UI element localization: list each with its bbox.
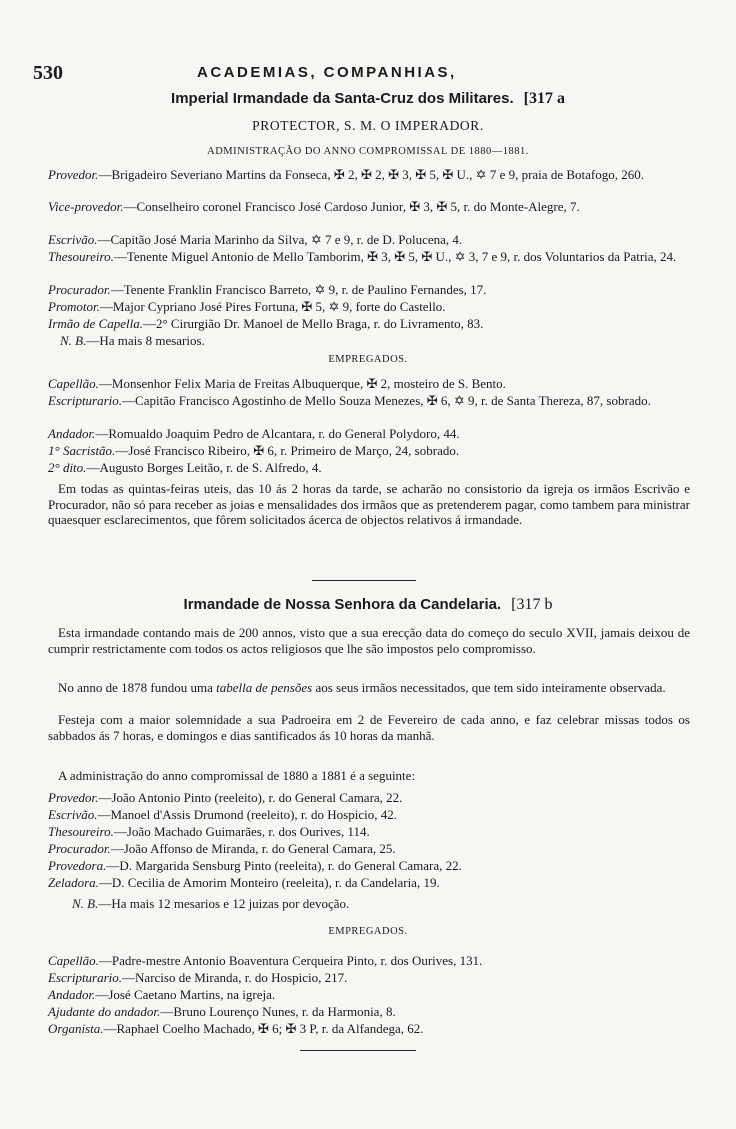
employee-entry [48, 953, 482, 969]
employee-entry [48, 460, 690, 476]
section-ref: [317 a [523, 90, 565, 107]
officer-details: —Manoel d'Assis Drumond (reeleito), r. do Hospicio, 42. [97, 807, 397, 822]
officer-details: —João Affonso de Miranda, r. do General Camara, 25. [110, 841, 396, 856]
employee-role: Andador. [48, 987, 96, 1002]
officer-details: —D. Margarida Sensburg Pinto (reeleita), r. do General Camara, 22. [106, 858, 462, 873]
officer-role: Vice-provedor. [48, 199, 124, 214]
note-label: N. B. [60, 333, 87, 348]
section-ref: [317 b [511, 596, 553, 613]
employee-role: Ajudante do andador. [48, 1004, 161, 1019]
paragraph [48, 680, 690, 696]
officer-entry [48, 824, 370, 840]
note-label: N. B. [72, 896, 99, 911]
officer-entry [48, 858, 462, 874]
employee-role: 2° dito. [48, 460, 87, 475]
officer-role: Provedor. [48, 790, 99, 805]
paragraph: Festeja com a maior solemnidade a sua Padroeira em 2 de Fevereiro de cada anno, e faz celebrar missas todos os sabbados ás 7 horas, e domingos e dias santificados ás 10 horas da manhã. [48, 712, 690, 743]
employee-details: —Monsenhor Felix Maria de Freitas Albuquerque, ✠ 2, mosteiro de S. Bento. [98, 376, 506, 391]
employee-entry [48, 393, 690, 409]
note-text: —Ha mais 12 mesarios e 12 juizas por devoção. [98, 896, 350, 911]
officer-details: —Major Cypriano José Pires Fortuna, ✠ 5, ✡ 9, forte do Castello. [99, 299, 446, 314]
officer-entry [48, 316, 690, 332]
employees-heading: EMPREGADOS. [328, 926, 408, 937]
section-divider [300, 1050, 416, 1051]
note-entry [72, 896, 349, 912]
employee-entry [48, 426, 690, 442]
paragraph: Esta irmandade contando mais de 200 annos, visto que a sua erecção data do começo do seculo XVII, jamais deixou de cumprir restrictamente com todos os actos religiosos que lhe são impostos pelo compromisso. [48, 625, 690, 656]
officer-entry [48, 299, 690, 315]
paragraph: A administração do anno compromissal de 1880 a 1881 é a seguinte: [58, 768, 416, 783]
note-entry [60, 333, 205, 349]
section-title-santa-cruz [0, 90, 736, 108]
protector-line: PROTECTOR, S. M. O IMPERADOR. [252, 118, 484, 133]
employee-details: —Romualdo Joaquim Pedro de Alcantara, r. do General Polydoro, 44. [95, 426, 460, 441]
employee-role: Escripturario. [48, 393, 123, 408]
employee-role: Capellão. [48, 376, 99, 391]
section-title-candelaria [0, 596, 736, 614]
officer-role: Thesoureiro. [48, 824, 114, 839]
officer-details: —João Machado Guimarães, r. dos Ourives, 114. [113, 824, 370, 839]
officer-role: Escrivão. [48, 807, 98, 822]
note-text: —Ha mais 8 mesarios. [86, 333, 205, 348]
officer-entry [48, 875, 440, 891]
running-title: ACADEMIAS, COMPANHIAS, [197, 64, 457, 81]
officer-role: Procurador. [48, 841, 111, 856]
paragraph-text-start: No anno de 1878 fundou uma [58, 680, 217, 695]
employee-entry [48, 970, 347, 986]
officer-entry [48, 232, 690, 248]
officer-role: Irmão de Capella. [48, 316, 143, 331]
employee-details: —José Caetano Martins, na igreja. [95, 987, 276, 1002]
officer-entry [48, 807, 397, 823]
closing-paragraph: Em todas as quintas-feiras uteis, das 10 ás 2 horas da tarde, se acharão no consistorio da igreja os irmãos Escrivão e Procurador, não só para receber as joias e mensalidades dos irmãos que as pretenderem pagar, como tambem para ministrar quaesquer esclarecimentos, que fôrem solicitados ácerca de objectos relativos á irmandade. [48, 481, 690, 527]
employee-details: —Capitão Francisco Agostinho de Mello Souza Menezes, ✠ 6, ✡ 9, r. de Santa Thereza, 87, sobrado. [122, 393, 651, 408]
officer-details: —Capitão José Maria Marinho da Silva, ✡ 7 e 9, r. de D. Polucena, 4. [97, 232, 463, 247]
officer-details: —Tenente Franklin Francisco Barreto, ✡ 9, r. de Paulino Fernandes, 17. [110, 282, 487, 297]
employee-details: —Padre-mestre Antonio Boaventura Cerqueira Pinto, r. dos Ourives, 131. [98, 953, 483, 968]
officer-entry [48, 199, 690, 215]
paragraph-text-end: aos seus irmãos necessitados, que tem sido inteiramente observada. [312, 680, 666, 695]
employee-entry [48, 376, 690, 392]
employee-details: —Narciso de Miranda, r. do Hospicio, 217. [122, 970, 348, 985]
employee-entry [48, 443, 690, 459]
officer-entry [48, 841, 396, 857]
page-number: 530 [33, 62, 63, 84]
officer-role: Provedor. [48, 167, 99, 182]
officer-role: Promotor. [48, 299, 100, 314]
employee-role: Andador. [48, 426, 96, 441]
employee-role: 1° Sacristão. [48, 443, 116, 458]
officer-role: Zeladora. [48, 875, 99, 890]
officer-entry [48, 790, 402, 806]
officer-details: —Tenente Miguel Antonio de Mello Tamborim, ✠ 3, ✠ 5, ✠ U., ✡ 3, 7 e 9, r. dos Voluntarios da Patria, 24. [113, 249, 677, 264]
officer-details: —D. Cecilia de Amorim Monteiro (reeleita), r. da Candelaria, 19. [98, 875, 440, 890]
officer-entry [48, 167, 690, 183]
employee-details: —Raphael Coelho Machado, ✠ 6; ✠ 3 P, r. da Alfandega, 62. [103, 1021, 424, 1036]
employee-role: Escripturario. [48, 970, 123, 985]
officer-entry [48, 282, 690, 298]
employee-entry [48, 1021, 424, 1037]
officer-role: Thesoureiro. [48, 249, 114, 264]
employee-details: —Bruno Lourenço Nunes, r. da Harmonia, 8. [160, 1004, 396, 1019]
employee-entry [48, 1004, 396, 1020]
employee-role: Organista. [48, 1021, 104, 1036]
employee-details: —José Francisco Ribeiro, ✠ 6, r. Primeiro de Março, 24, sobrado. [115, 443, 460, 458]
section-divider [312, 580, 416, 581]
officer-entry [48, 249, 690, 265]
officer-details: —Brigadeiro Severiano Martins da Fonseca, ✠ 2, ✠ 2, ✠ 3, ✠ 5, ✠ U., ✡ 7 e 9, praia de Botafogo, 260. [98, 167, 644, 182]
employee-entry [48, 987, 275, 1003]
officer-role: Escrivão. [48, 232, 98, 247]
officer-details: —2° Cirurgião Dr. Manoel de Mello Braga, r. do Livramento, 83. [142, 316, 484, 331]
italic-phrase: tabella de pensões [216, 680, 313, 695]
officer-role: Provedora. [48, 858, 107, 873]
administration-heading: ADMINISTRAÇÃO DO ANNO COMPROMISSAL DE 1880—1881. [207, 146, 529, 157]
section-title-text: Irmandade de Nossa Senhora da Candelaria. [183, 596, 502, 613]
employees-heading: EMPREGADOS. [328, 354, 408, 365]
employee-role: Capellão. [48, 953, 99, 968]
section-title-text: Imperial Irmandade da Santa-Cruz dos Militares. [171, 90, 514, 107]
officer-details: —Conselheiro coronel Francisco José Cardoso Junior, ✠ 3, ✠ 5, r. do Monte-Alegre, 7. [123, 199, 580, 214]
employee-details: —Augusto Borges Leitão, r. de S. Alfredo, 4. [86, 460, 322, 475]
officer-details: —João Antonio Pinto (reeleito), r. do General Camara, 22. [98, 790, 403, 805]
officer-role: Procurador. [48, 282, 111, 297]
